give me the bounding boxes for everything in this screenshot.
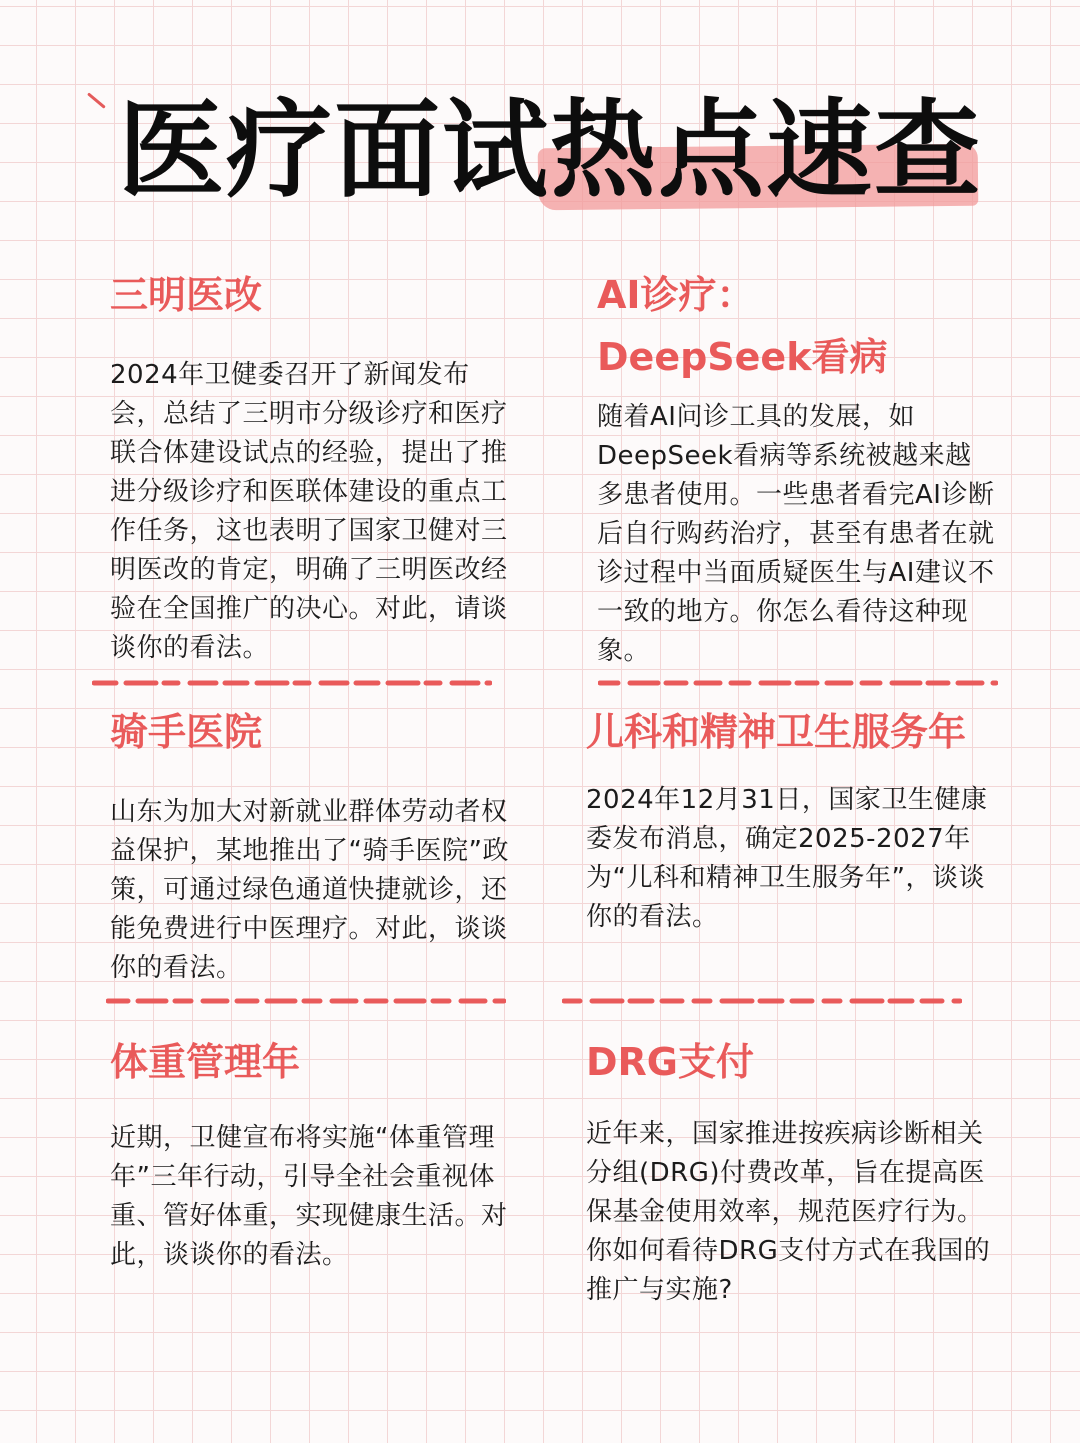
dashed-divider (562, 996, 962, 1006)
topic-card-pediatrics-mental-health (586, 703, 991, 937)
page-title: 医疗面试热点速查 (118, 89, 982, 212)
card-heading: 儿科和精神卫生服务年 (586, 710, 967, 754)
card-body: 山东为加大对新就业群体劳动者权益保护，某地推出了“骑手医院”政策，可通过绿色通道快捷就诊，还能免费进行中医理疗。对此，谈谈你的看法。 (110, 797, 509, 983)
topic-card-weight-management (110, 1033, 520, 1275)
dashed-divider (598, 678, 998, 688)
card-body: 2024年12月31日，国家卫生健康委发布消息，确定2025-2027年为“儿科和精神卫生服务年”，谈谈你的看法。 (586, 785, 988, 932)
card-heading: 三明医改 (110, 273, 263, 317)
dashed-divider (106, 996, 506, 1006)
card-body: 近期，卫健宣布将实施“体重管理年”三年行动，引导全社会重视体重、管好体重，实现健康生活。对此，谈谈你的看法。 (110, 1123, 508, 1270)
topic-card-rider-hospital (110, 703, 520, 988)
dashed-divider (92, 678, 492, 688)
card-body: 近年来，国家推进按疾病诊断相关分组(DRG)付费改革，旨在提高医保基金使用效率，规范医疗行为。你如何看待DRG支付方式在我国的推广与实施? (586, 1119, 991, 1305)
topic-card-drg-payment (586, 1033, 991, 1310)
card-heading-line2: DeepSeek看病 (597, 335, 888, 379)
card-body: 2024年卫健委召开了新闻发布会，总结了三明市分级诊疗和医疗联合体建设试点的经验，提出了推进分级诊疗和医联体建设的重点工作任务，这也表明了国家卫健对三明医改的肯定，明确了三明医改经验在全国推广的决心。对此，请谈谈你的看法。 (110, 360, 508, 663)
card-body: 随着AI问诊工具的发展，如DeepSeek看病等系统被越来越多患者使用。一些患者看完AI诊断后自行购药治疗，甚至有患者在就诊过程中当面质疑医生与AI建议不一致的地方。你怎么看待这种现象。 (597, 402, 995, 666)
topic-card-sanming (110, 266, 520, 668)
card-heading: 骑手医院 (110, 710, 263, 754)
card-heading: DRG支付 (586, 1040, 754, 1084)
card-heading: 体重管理年 (110, 1040, 301, 1084)
title-block (118, 86, 982, 216)
card-heading-line1: AI诊疗： (597, 273, 755, 317)
decorative-tick-mark (87, 92, 106, 108)
topic-card-ai-diagnosis (597, 266, 997, 671)
